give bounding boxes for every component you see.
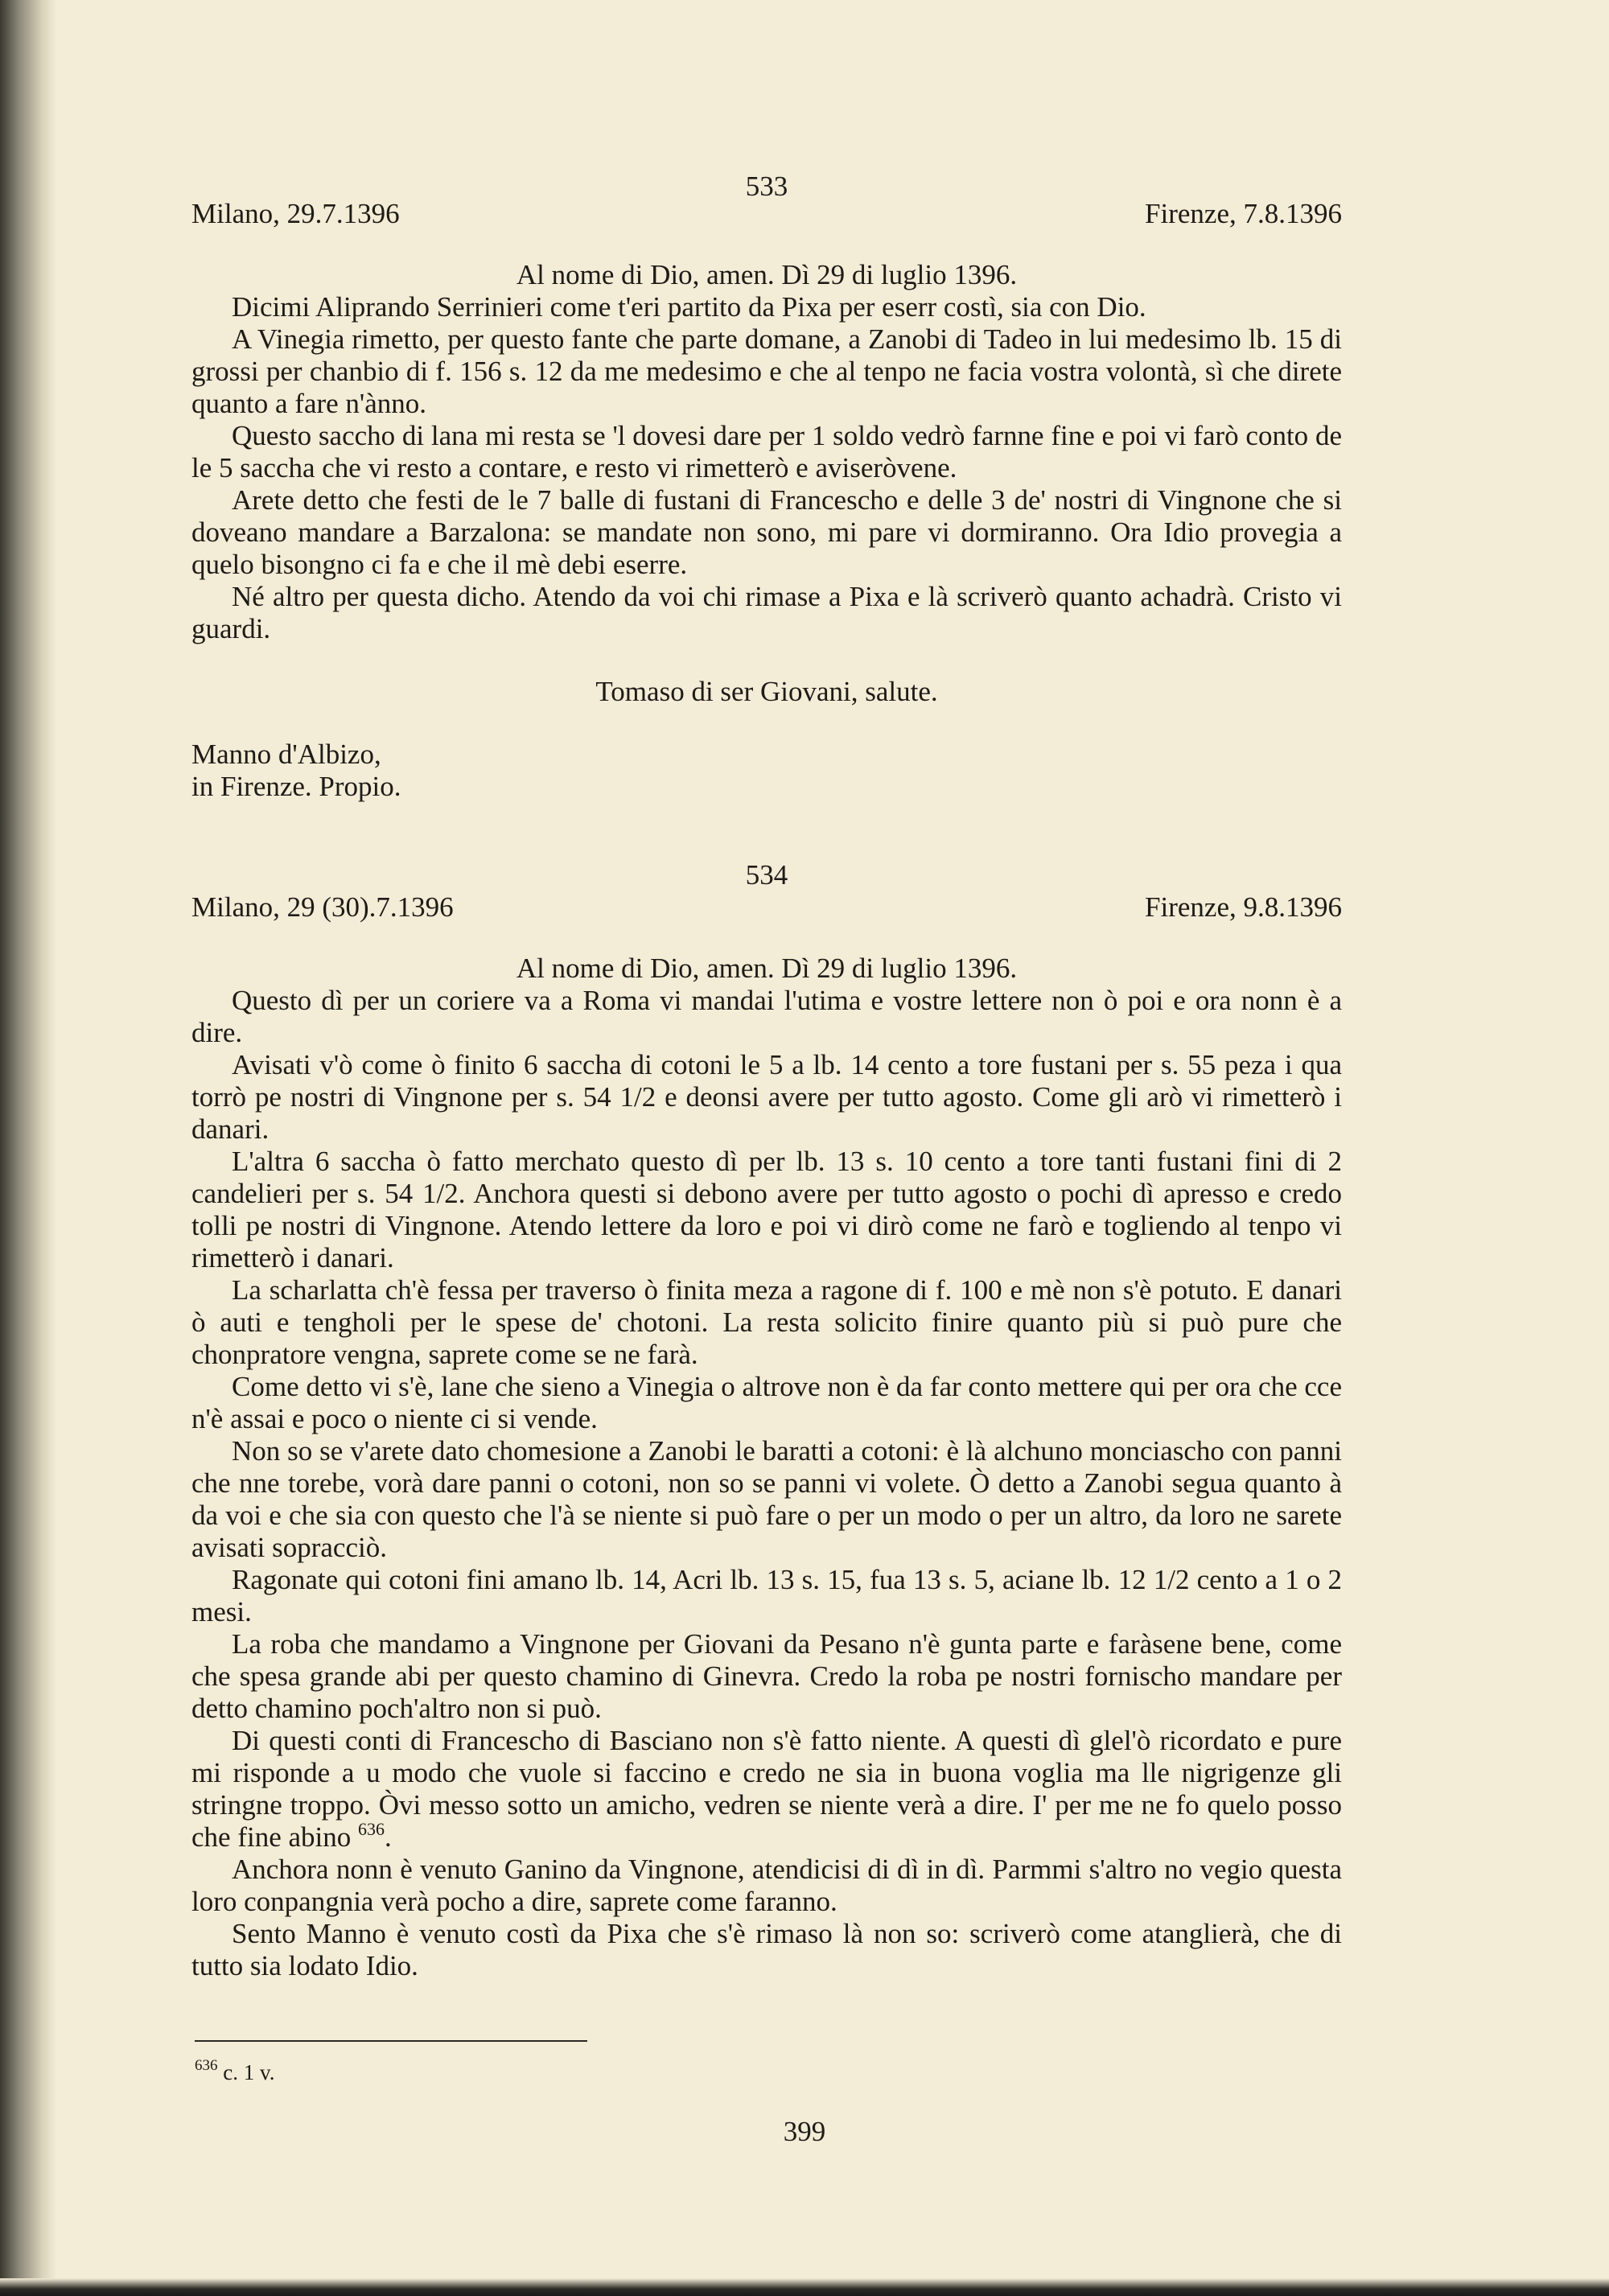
date-origin: Milano, 29 (30).7.1396	[191, 891, 454, 923]
footnote	[195, 2059, 274, 2085]
paragraph-text: Di questi conti di Francescho di Basciano non s'è fatto niente. A questi dì glel'ò ricordato e pure mi risponde a u modo che vuole si faccino e credo ne sia in buona voglia ma lle nigrigenze gli stringne troppo. Òvi messo sotto un amicho, vedren se niente verà a dire. I' per me ne fo quelo posso che fine abino	[191, 1725, 1342, 1853]
letter-534	[191, 859, 1342, 1982]
paragraph: A Vinegia rimetto, per questo fante che parte domane, a Zanobi di Tadeo in lui medesimo lb. 15 di grossi per chanbio di f. 156 s. 12 da me medesimo e che al tenpo ne facia vostra volontà, sì che direte quanto a fare n'ànno.	[191, 323, 1342, 419]
page-bottom-edge	[0, 2278, 1609, 2296]
paragraph-with-footnote	[191, 1725, 1342, 1854]
paragraph: Sento Manno è venuto costì da Pixa che s'è rimaso là non so: scriverò come atanglierà, che di tutto sia lodato Idio.	[191, 1918, 1342, 1981]
date-received: Firenze, 9.8.1396	[1145, 891, 1342, 923]
footnote-divider	[195, 2040, 587, 2042]
footnote-reference: 636	[358, 1819, 385, 1839]
paragraph: Né altro per questa dicho. Atendo da voi chi rimase a Pixa e là scriverò quanto achadrà. Cristo vi guardi.	[191, 581, 1342, 644]
date-origin: Milano, 29.7.1396	[191, 198, 400, 229]
letter-signature: Tomaso di ser Giovani, salute.	[595, 676, 938, 707]
letter-body	[191, 985, 1342, 1982]
address-line: Manno d'Albizo,	[191, 739, 381, 770]
paragraph: Ragonate qui cotoni fini amano lb. 14, Acri lb. 13 s. 15, fua 13 s. 5, aciane lb. 12 1/2 cento a 1 o 2 mesi.	[191, 1564, 1342, 1627]
letter-opening: Al nome di Dio, amen. Dì 29 di luglio 1396.	[516, 953, 1018, 984]
paragraph: Anchora nonn è venuto Ganino da Vingnone, atendicisi di dì in dì. Parmmi s'altro no vegio questa loro conpangnia verà pocho a dire, saprete come faranno.	[191, 1854, 1342, 1917]
paragraph: La scharlatta ch'è fessa per traverso ò finita meza a ragone di f. 100 e mè non s'è potuto. E danari ò auti e tengholi per le spese de' chotoni. La resta solicito finire quanto più si può pure che chonpratore vengna, saprete come se ne farà.	[191, 1274, 1342, 1370]
letter-number: 533	[745, 171, 788, 202]
paragraph: Avisati v'ò come ò finito 6 saccha di cotoni le 5 a lb. 14 cento a tore fustani per s. 55 peza i qua torrò pe nostri di Vingnone per s. 54 1/2 e deonsi avere per tutto agosto. Come gli arò vi rimetterò i danari.	[191, 1049, 1342, 1145]
book-spine-shadow	[0, 0, 56, 2296]
paragraph: Dicimi Aliprando Serrinieri come t'eri partito da Pixa per eserr costì, sia con Dio.	[232, 291, 1146, 323]
footnote-text: c. 1 v.	[223, 2060, 275, 2084]
paragraph: Arete detto che festi de le 7 balle di fustani di Francescho e delle 3 de' nostri di Vingnone che si doveano mandare a Barzalona: se mandate non sono, mi pare vi dormiranno. Ora Idio provegia a quelo bisongno ci fa e che il mè debi eserre.	[191, 484, 1342, 580]
letter-address	[191, 739, 1342, 803]
paragraph: Non so se v'arete dato chomesione a Zanobi le baratti a cotoni: è là alchuno monciascho con panni che nne torebe, vorà dare panni o cotoni, non so se panni vi volete. Ò detto a Zanobi segua quanto à da voi e che sia con questo che l'à se niente si può fare o per un modo o per un altro, da loro ne sarete avisati sopracciò.	[191, 1435, 1342, 1563]
paragraph: La roba che mandamo a Vingnone per Giovani da Pesano n'è gunta parte e faràsene bene, come che spesa grande abi per questo chamino di Ginevra. Credo la roba pe nostri fornischo mandare per detto chamino poch'altro non si può.	[191, 1628, 1342, 1724]
paragraph: Come detto vi s'è, lane che sieno a Vinegia o altrove non è da far conto mettere qui per ora che cce n'è assai e poco o niente ci si vende.	[191, 1371, 1342, 1434]
paragraph: L'altra 6 saccha ò fatto merchato questo dì per lb. 13 s. 10 cento a tore tanti fustani fini di 2 candelieri per s. 54 1/2. Anchora questi si debono avere per tutto agosto o pochi dì apresso e credo tolli pe nostri di Vingnone. Atendo lettere da loro e poi vi dirò come ne farò e togliendo al tenpo vi rimetterò i danari.	[191, 1146, 1342, 1273]
letter-533	[191, 171, 1342, 803]
sentence-period: .	[385, 1821, 392, 1853]
letter-dateline	[191, 198, 1342, 230]
address-line: in Firenze. Propio.	[191, 771, 401, 802]
paragraph: Questo dì per un coriere va a Roma vi mandai l'utima e vostre lettere non ò poi e ora nonn è a dire.	[191, 985, 1342, 1048]
date-received: Firenze, 7.8.1396	[1145, 198, 1342, 229]
footnote-number: 636	[195, 2057, 218, 2074]
paragraph: Questo saccho di lana mi resta se 'l dovesi dare per 1 soldo vedrò farnne fine e poi vi farò conto de le 5 saccha che vi resto a contare, e resto vi rimetterò e aviseròvene.	[191, 420, 1342, 483]
page-number: 399	[783, 2116, 826, 2147]
letter-number: 534	[745, 859, 788, 891]
letter-dateline	[191, 891, 1342, 924]
letter-opening: Al nome di Dio, amen. Dì 29 di luglio 1396.	[516, 259, 1018, 290]
letter-body	[191, 291, 1342, 645]
